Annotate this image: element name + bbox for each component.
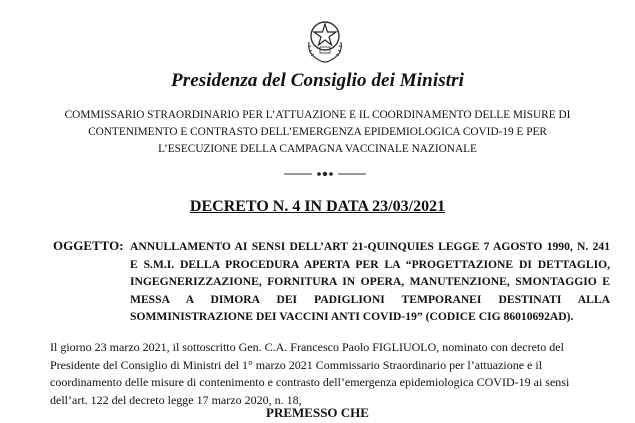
commissioner-heading <box>20 107 615 158</box>
commissioner-heading-line: CONTENIMENTO E CONTRASTO DELL’EMERGENZA EPIDEMIOLOGICA COVID-19 E PER <box>88 126 547 138</box>
body-line: Presidente del Consiglio di Ministri del 1° marzo 2021 Commissario Straordinario per l’attuazione e il <box>50 357 543 372</box>
subject-line: INGEGNERIZZAZIONE, FORNITURA IN OPERA, MANUTENZIONE, SMONTAGGIO E <box>130 275 610 288</box>
commissioner-heading-line: COMMISSARIO STRAORDINARIO PER L’ATTUAZIONE E IL COORDINAMENTO DELLE MISURE DI <box>64 109 571 121</box>
office-title: Presidenza del Consiglio dei Ministri <box>171 70 464 91</box>
body-line: coordinamento delle misure di contenimento e contrasto dell’emergenza epidemiologica COVID-19 ai sensi <box>50 375 570 389</box>
subject-line: E S.M.I. DELLA PROCEDURA APERTA PER LA “PROGETTAZIONE DI DETTAGLIO, <box>130 257 610 271</box>
body-paragraph <box>50 339 598 409</box>
subject-line: SOMMINISTRAZIONE DEI VACCINI ANTI COVID-19” (CODICE CIG 86010692AD). <box>130 310 574 323</box>
italian-republic-emblem-icon <box>303 14 347 66</box>
decree-heading: DECRETO N. 4 IN DATA 23/03/2021 <box>189 198 446 215</box>
body-line: Il giorno 23 marzo 2021, il sottoscritto Gen. C.A. Francesco Paolo FIGLIUOLO, nominato con decreto del <box>50 340 564 354</box>
commissioner-heading-line: L’ESECUZIONE DELLA CAMPAGNA VACCINALE NAZIONALE <box>158 143 477 155</box>
ornamental-divider-icon <box>282 166 368 176</box>
subject-text <box>130 238 610 326</box>
subject-label: OGGETTO: <box>53 238 124 253</box>
subject-line: MESSA A DIMORA DEI PADIGLIONI TEMPORANEI DESTINATI ALLA <box>130 292 610 306</box>
subject-line: ANNULLAMENTO AI SENSI DELL’ART 21-QUINQUIES LEGGE 7 AGOSTO 1990, N. 241 <box>130 240 610 253</box>
body-line: dell’art. 122 del decreto legge 17 marzo 2020, n. 18, <box>50 392 302 407</box>
premesso-heading: PREMESSO CHE <box>266 405 369 420</box>
